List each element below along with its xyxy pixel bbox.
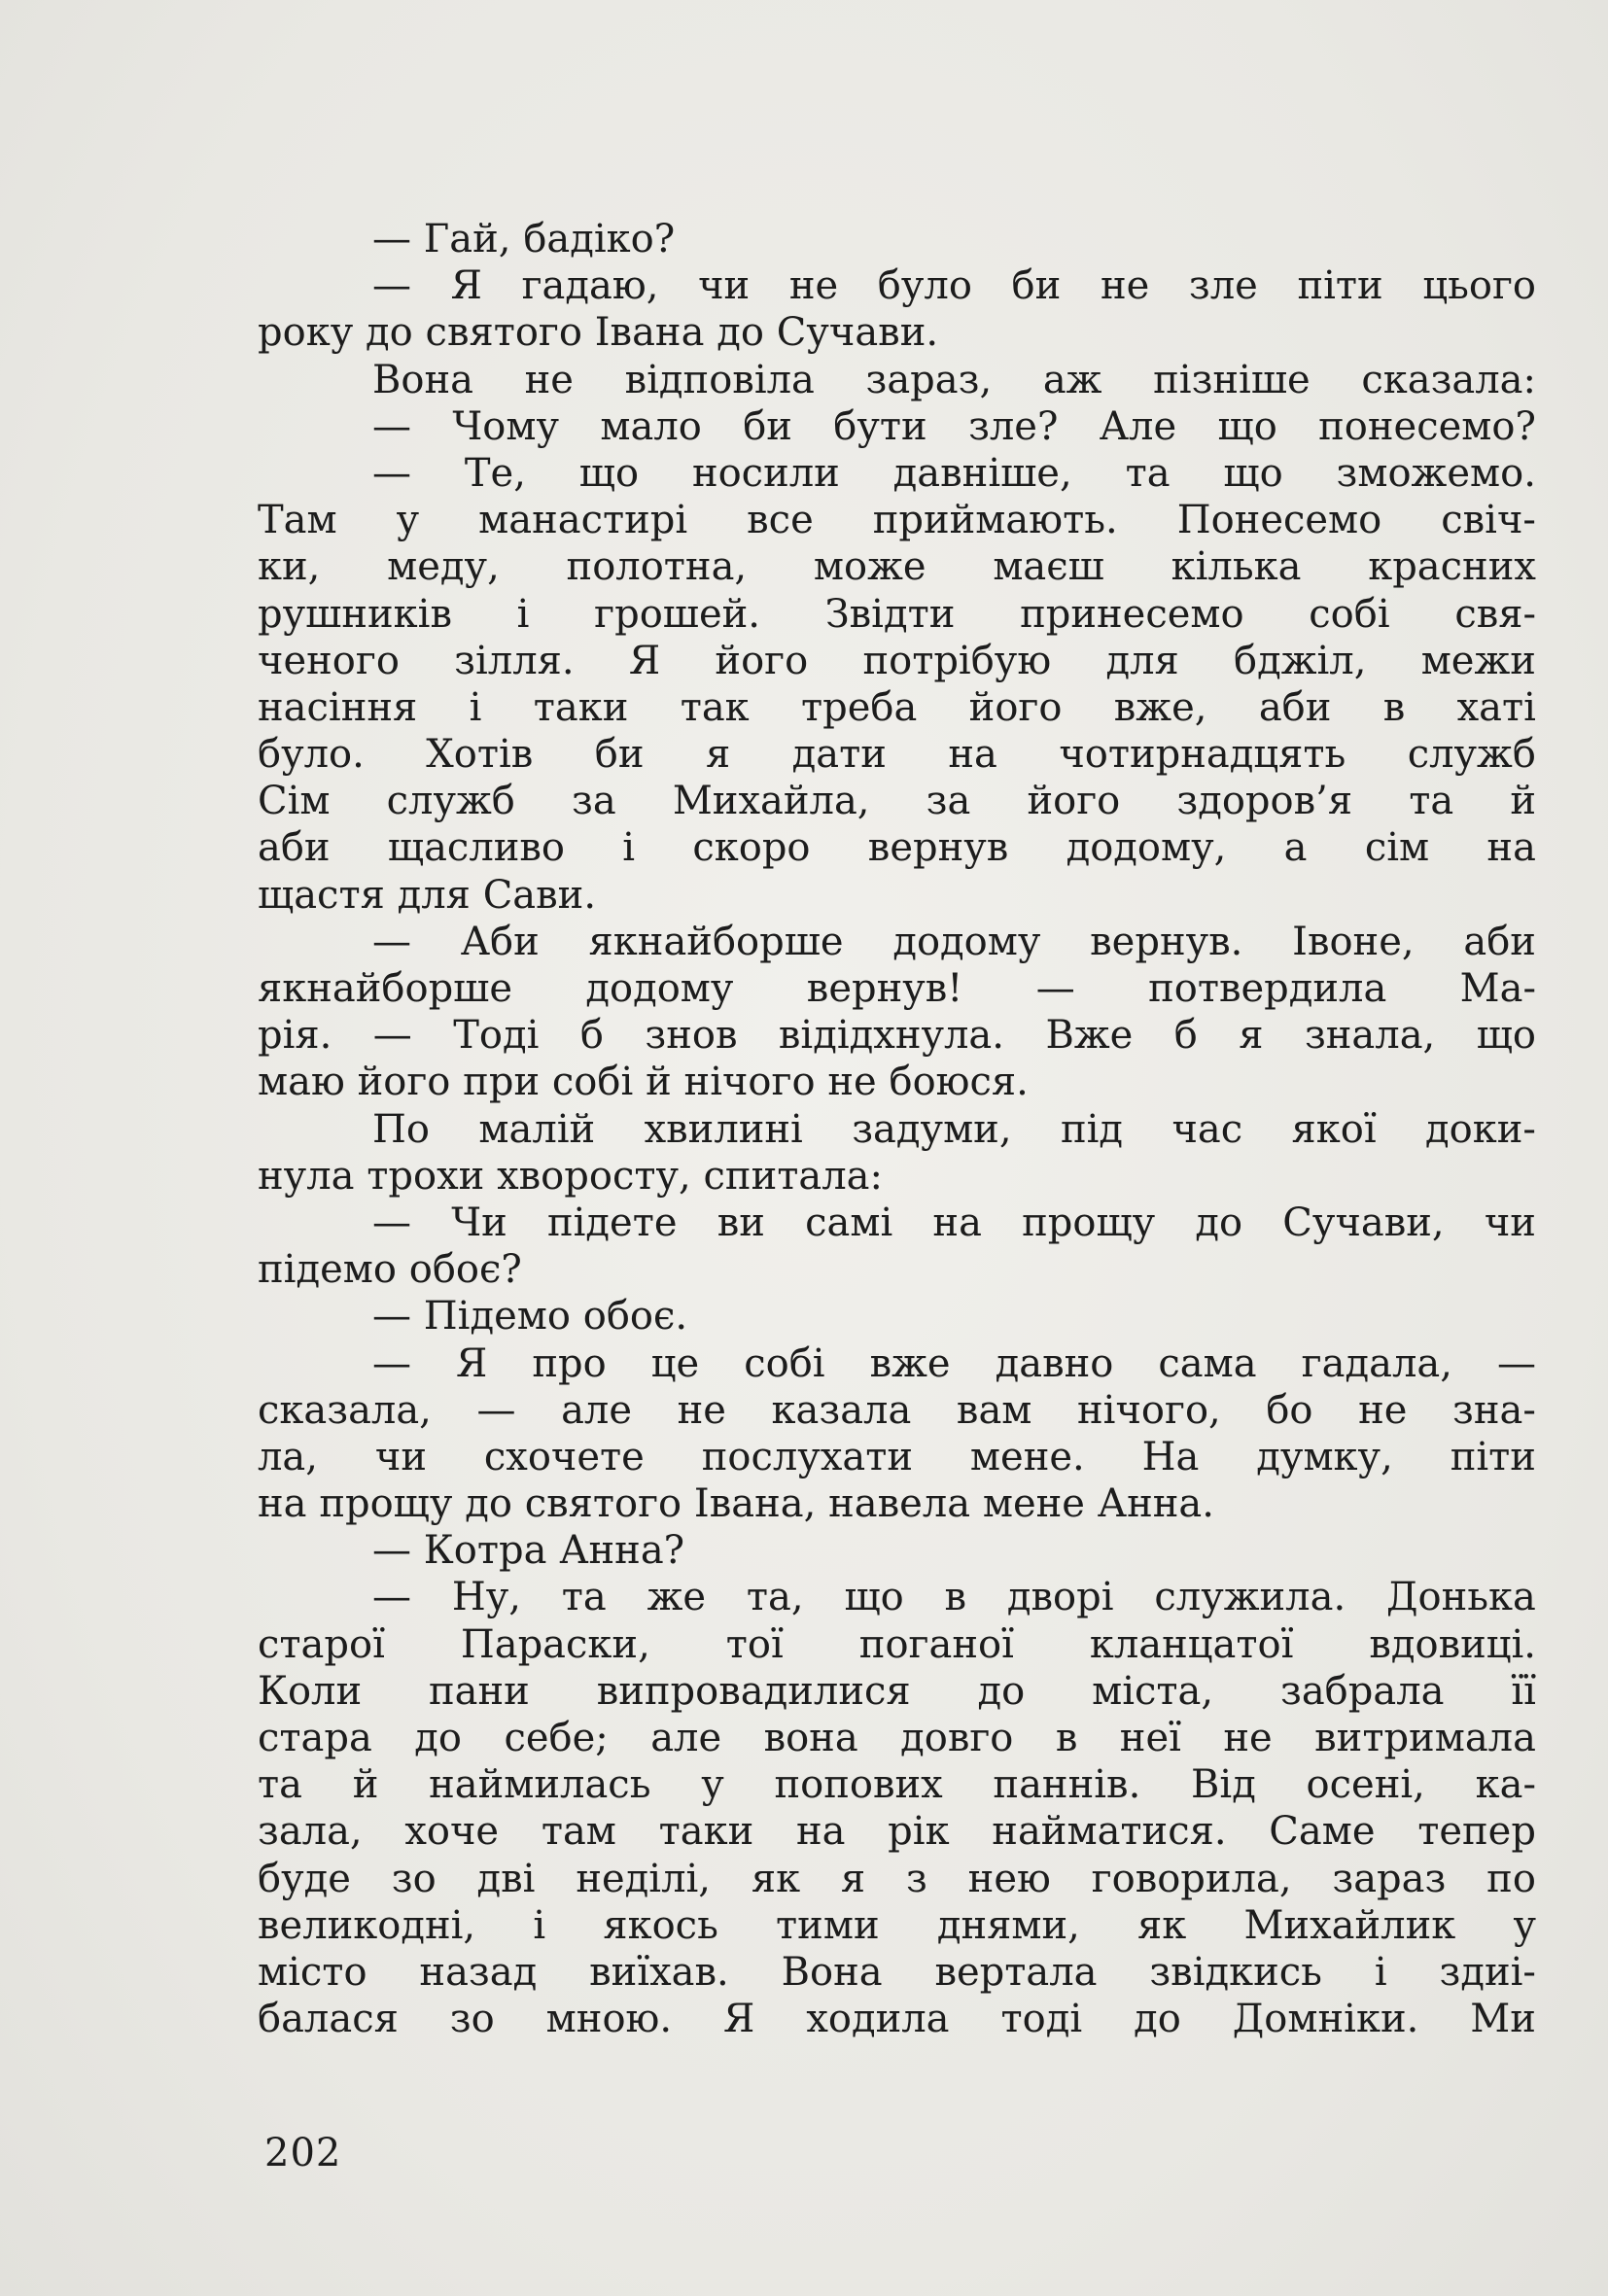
text-line: — Гай, бадіко?: [372, 217, 676, 261]
text-line: старої Параски, тої поганої кланцатої вдовиці.: [258, 1621, 1536, 1667]
text-line: Вона не відповіла зараз, аж пізніше сказала:: [372, 357, 1536, 402]
text-line: — Підемо обоє.: [372, 1294, 688, 1339]
text-line: та й наймилась у попових паннів. Від осені, ка-: [258, 1762, 1536, 1808]
text-line: буде зо дві неділі, як я з нею говорила, зараз по: [258, 1856, 1536, 1901]
text-line: Там у манастирі все приймають. Понесемо свіч-: [258, 498, 1536, 543]
text-line: ченого зілля. Я його потрібую для бджіл, межи: [258, 638, 1536, 683]
text-line: — Те, що носили давніше, та що зможемо.: [372, 450, 1536, 496]
page-number: 202: [264, 2131, 342, 2175]
text-line: — Аби якнайборше додому вернув. Івоне, аби: [372, 919, 1536, 964]
text-line: стара до себе; але вона довго в неї не витримала: [258, 1716, 1536, 1760]
text-line: рія. — Тоді б знов відідхнула. Вже б я знала, що: [258, 1013, 1536, 1059]
text-line: маю його при собі й нічого не боюся.: [258, 1060, 1029, 1105]
text-line: насіння і таки так треба його вже, аби в хаті: [258, 684, 1536, 730]
text-line: Сім служб за Михайла, за його здоров’я та й: [258, 779, 1536, 824]
text-line: Коли пани випровадилися до міста, забрала її: [258, 1668, 1536, 1714]
text-line: на прощу до святого Івана, навела мене Анна.: [258, 1481, 1214, 1527]
text-line: зала, хоче там таки на рік найматися. Саме тепер: [258, 1809, 1536, 1855]
text-line: ла, чи схочете послухати мене. На думку, піти: [258, 1434, 1536, 1479]
text-line: великодні, і якось тими днями, як Михайлик у: [258, 1902, 1536, 1948]
body-text: [258, 216, 1536, 2042]
text-line: По малій хвилині задуми, під час якої доки-: [372, 1106, 1536, 1152]
text-line: — Ну, та же та, що в дворі служила. Донька: [372, 1575, 1536, 1620]
text-line: — Чому мало би бути зле? Але що понесемо?: [372, 403, 1536, 449]
text-line: — Я гадаю, чи не було би не зле піти цього: [372, 263, 1536, 309]
text-line: якнайборше додому вернув! — потвердила Ма-: [258, 966, 1536, 1011]
text-line: року до святого Івана до Сучави.: [258, 310, 939, 356]
text-line: — Чи підете ви самі на прощу до Сучави, чи: [372, 1200, 1536, 1245]
text-line: нула трохи хворосту, спитала:: [258, 1153, 883, 1199]
text-line: — Я про це собі вже давно сама гадала, —: [372, 1340, 1536, 1386]
text-line: балася зо мною. Я ходила тоді до Домніки. Ми: [258, 1997, 1536, 2042]
text-line: аби щасливо і скоро вернув додому, а сім на: [258, 825, 1536, 871]
text-line: місто назад виїхав. Вона вертала звідкись і здиі-: [258, 1949, 1536, 1995]
text-line: було. Хотів би я дати на чотирнадцять служб: [258, 732, 1536, 778]
text-line: підемо обоє?: [258, 1247, 522, 1293]
text-line: сказала, — але не казала вам нічого, бо не зна-: [258, 1387, 1536, 1433]
text-line: — Котра Анна?: [372, 1528, 685, 1574]
text-line: ки, меду, полотна, може маєш кілька красних: [258, 544, 1536, 590]
text-line: щастя для Сави.: [258, 872, 597, 918]
text-line: рушників і грошей. Звідти принесемо собі свя-: [258, 591, 1536, 637]
